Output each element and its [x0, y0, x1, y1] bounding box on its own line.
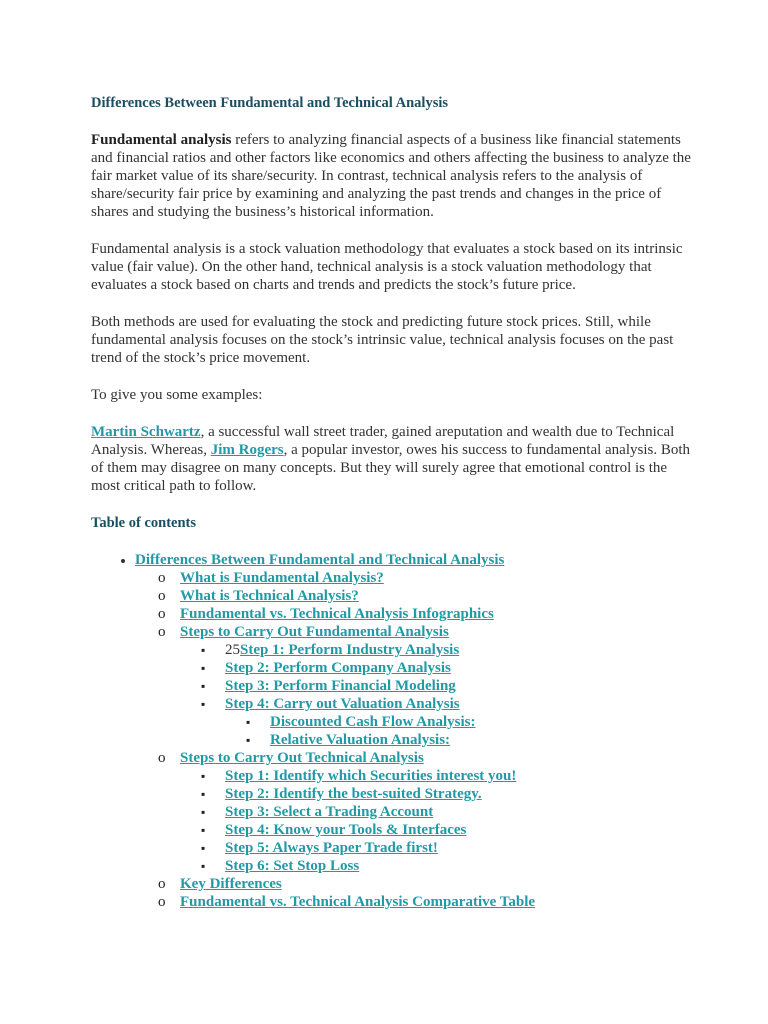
toc-link-f-step4[interactable]: Step 4: Carry out Valuation Analysis	[225, 696, 460, 712]
toc-link-what-technical[interactable]: What is Technical Analysis?	[180, 588, 359, 604]
toc-item	[225, 677, 691, 695]
toc-item	[225, 695, 691, 749]
toc-link-f-step2[interactable]: Step 2: Perform Company Analysis	[225, 660, 451, 676]
paragraph-definition: Fundamental analysis is a stock valuation methodology that evaluates a stock based on its intrinsic value (fair value). On the other hand, technical analysis is a stock valuation methodology that evaluates a stock based on charts and trends and predicts the stock’s future price.	[91, 241, 683, 293]
toc-link-comparative-table[interactable]: Fundamental vs. Technical Analysis Comparative Table	[180, 894, 536, 910]
toc-link-f-step1[interactable]: Step 1: Perform Industry Analysis	[240, 642, 460, 658]
toc-link-t-step4[interactable]: Step 4: Know your Tools & Interfaces	[225, 822, 467, 838]
link-jim-rogers[interactable]: Jim Rogers	[210, 442, 284, 458]
toc-item	[225, 641, 691, 659]
paragraph-intro	[91, 131, 691, 221]
toc-link-infographics[interactable]: Fundamental vs. Technical Analysis Infographics	[180, 606, 494, 622]
toc-link-relative[interactable]: Relative Valuation Analysis:	[270, 732, 451, 748]
toc-item	[180, 587, 691, 605]
toc-item	[225, 821, 691, 839]
toc-item	[225, 767, 691, 785]
bold-term: Fundamental analysis	[91, 132, 232, 148]
examples-text-2: , a popular investor, owes his success to fundamental analysis. Both of them may disagree on many concepts. But they will surely agree that emotional control is the most critical path to follow.	[91, 442, 691, 494]
toc-item	[180, 569, 691, 587]
toc-item	[135, 551, 691, 911]
toc-link-t-step6[interactable]: Step 6: Set Stop Loss	[225, 858, 360, 874]
toc-link-steps-technical[interactable]: Steps to Carry Out Technical Analysis	[180, 750, 424, 766]
paragraph-examples	[91, 423, 691, 495]
toc-item	[225, 803, 691, 821]
toc-link-dcf[interactable]: Discounted Cash Flow Analysis:	[270, 714, 476, 730]
page-title: Differences Between Fundamental and Technical Analysis	[91, 95, 449, 111]
toc-link-t-step3[interactable]: Step 3: Select a Trading Account	[225, 804, 434, 820]
toc-link-steps-fundamental[interactable]: Steps to Carry Out Fundamental Analysis	[180, 624, 449, 640]
toc-link-t-step2[interactable]: Step 2: Identify the best-suited Strategy.	[225, 786, 482, 802]
toc-item	[270, 713, 691, 731]
paragraph-intro-text: refers to analyzing financial aspects of a business like financial statements and financial ratios and other factors like economics and others affecting the business to analyze the fair market value of its share/security. In contrast, technical analysis refers to the analysis of share/security fair price by examining and analyzing the past trends and changes in the price of shares and studying the business’s historical information.	[91, 132, 691, 220]
toc-item	[180, 623, 691, 749]
toc-title: Table of contents	[91, 515, 196, 531]
toc-link-what-fundamental[interactable]: What is Fundamental Analysis?	[180, 570, 384, 586]
toc-item	[180, 749, 691, 875]
link-martin-schwartz[interactable]: Martin Schwartz	[91, 424, 201, 440]
examples-text-1: , a successful wall street trader, gained areputation and wealth due to Technical Analysis. Whereas,	[91, 424, 675, 458]
toc-item	[225, 839, 691, 857]
toc-sublist	[180, 641, 691, 749]
toc-item	[180, 605, 691, 623]
toc-link-key-differences[interactable]: Key Differences	[180, 876, 282, 892]
toc-item	[180, 893, 691, 911]
toc-link-t-step1[interactable]: Step 1: Identify which Securities interest you!	[225, 768, 517, 784]
toc-sublist	[180, 767, 691, 875]
toc-list	[91, 551, 691, 911]
toc-prefix-number: 25	[225, 642, 240, 658]
toc-link-t-step5[interactable]: Step 5: Always Paper Trade first!	[225, 840, 438, 856]
toc-sublist	[225, 713, 691, 749]
toc-item	[225, 857, 691, 875]
document-page	[91, 94, 691, 911]
toc-item	[270, 731, 691, 749]
paragraph-examples-intro: To give you some examples:	[91, 387, 263, 403]
toc-item	[225, 785, 691, 803]
paragraph-comparison: Both methods are used for evaluating the stock and predicting future stock prices. Still, while fundamental analysis focuses on the stock’s intrinsic value, technical analysis focuses on the past trend of the stock’s price movement.	[91, 314, 674, 366]
toc-link-f-step3[interactable]: Step 3: Perform Financial Modeling	[225, 678, 456, 694]
toc-link-differences[interactable]: Differences Between Fundamental and Technical Analysis	[135, 552, 505, 568]
toc-sublist	[135, 569, 691, 911]
toc-item	[180, 875, 691, 893]
toc-item	[225, 659, 691, 677]
